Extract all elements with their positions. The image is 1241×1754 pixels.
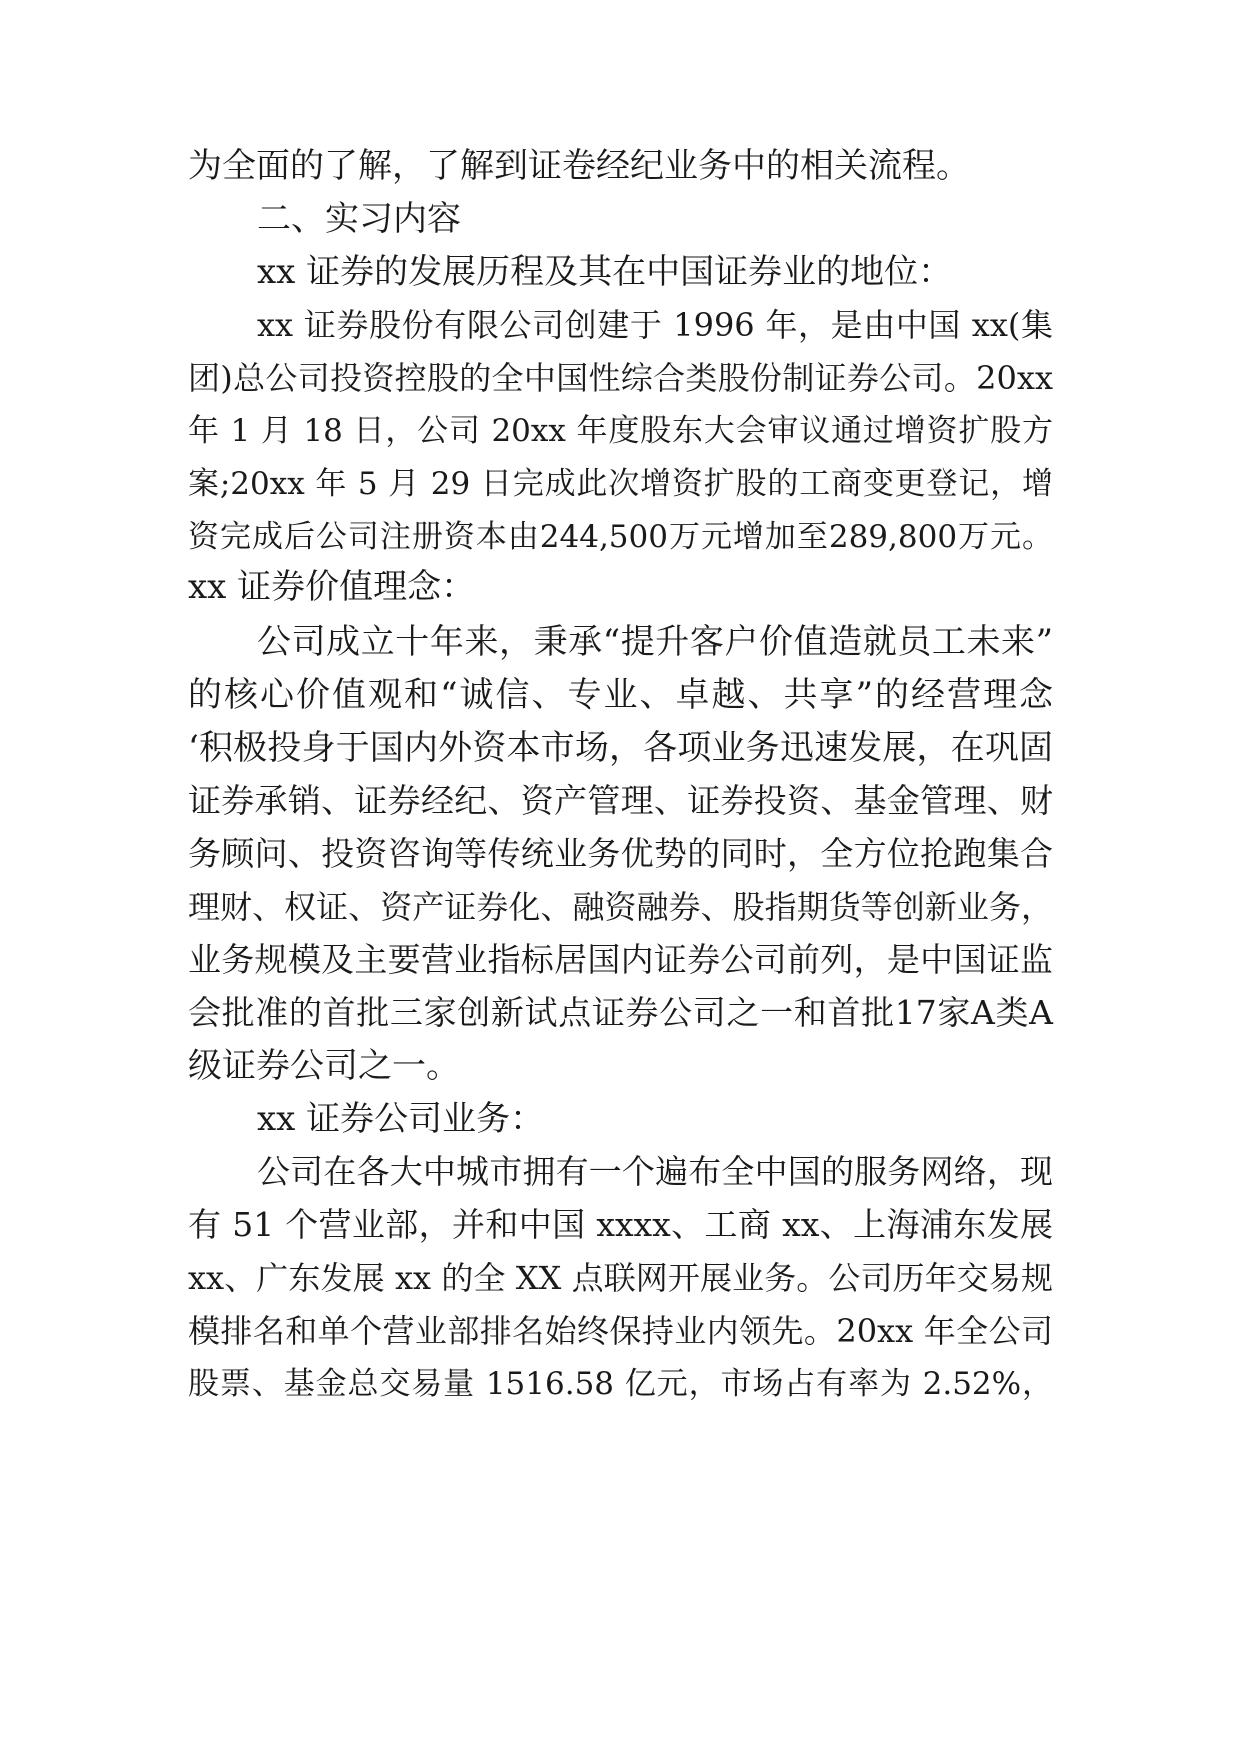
text-line: 团)总公司投资控股的全中国性综合类股份制证券公司。20xx — [188, 359, 1053, 397]
text-line: 年 1 月 18 日，公司 20xx 年度股东大会审议通过增资扩股方 — [188, 413, 1053, 449]
section-heading: 二、实习内容 — [257, 199, 461, 239]
text-line: 会批准的首批三家创新试点证券公司之一和首批17家A类A — [188, 993, 1053, 1032]
text-line: 为全面的了解，了解到证卷经纪业务中的相关流程。 — [188, 146, 970, 186]
text-line: 的核心价值观和“诚信、专业、卓越、共享”的经营理念 — [188, 675, 1053, 715]
text-line: 案;20xx 年 5 月 29 日完成此次增资扩股的工商变更登记，增 — [188, 466, 1053, 502]
subheading: xx 证券的发展历程及其在中国证券业的地位： — [257, 252, 953, 292]
text-line: xx、广东发展 xx 的全 XX 点联网开展业务。公司历年交易规 — [188, 1259, 1053, 1297]
subheading: xx 证券公司业务： — [257, 1099, 545, 1139]
text-line: 公司在各大中城市拥有一个遍布全中国的服务网络，现 — [257, 1152, 1053, 1191]
text-line: ‘积极投身于国内外资本市场，各项业务迅速发展，在巩固 — [188, 728, 1053, 768]
text-line: 务顾问、投资咨询等传统业务优势的同时，全方位抢跑集合 — [188, 834, 1053, 873]
text-line: 模排名和单个营业部排名始终保持业内领先。20xx 年全公司 — [188, 1312, 1053, 1350]
text-line: 公司成立十年来，秉承“提升客户价值造就员工未来” — [257, 622, 1053, 662]
text-line: 级证券公司之一。 — [188, 1046, 460, 1086]
text-line: 证券承销、证券经纪、资产管理、证券投资、基金管理、财 — [188, 781, 1053, 820]
text-line: 业务规模及主要营业指标居国内证券公司前列，是中国证监 — [188, 940, 1053, 979]
text-line: 理财、权证、资产证券化、融资融券、股指期货等创新业务， — [188, 888, 1053, 926]
text-line: 有 51 个营业部，并和中国 xxxx、工商 xx、上海浦东发展 — [188, 1205, 1053, 1244]
subheading: xx 证券价值理念： — [188, 567, 476, 607]
text-line: xx 证券股份有限公司创建于 1996 年，是由中国 xx(集 — [257, 306, 1053, 344]
text-line: 股票、基金总交易量 1516.58 亿元，市场占有率为 2.52%， — [188, 1366, 1053, 1402]
text-line: 资完成后公司注册资本由244,500万元增加至289,800万元。 — [188, 519, 1053, 555]
